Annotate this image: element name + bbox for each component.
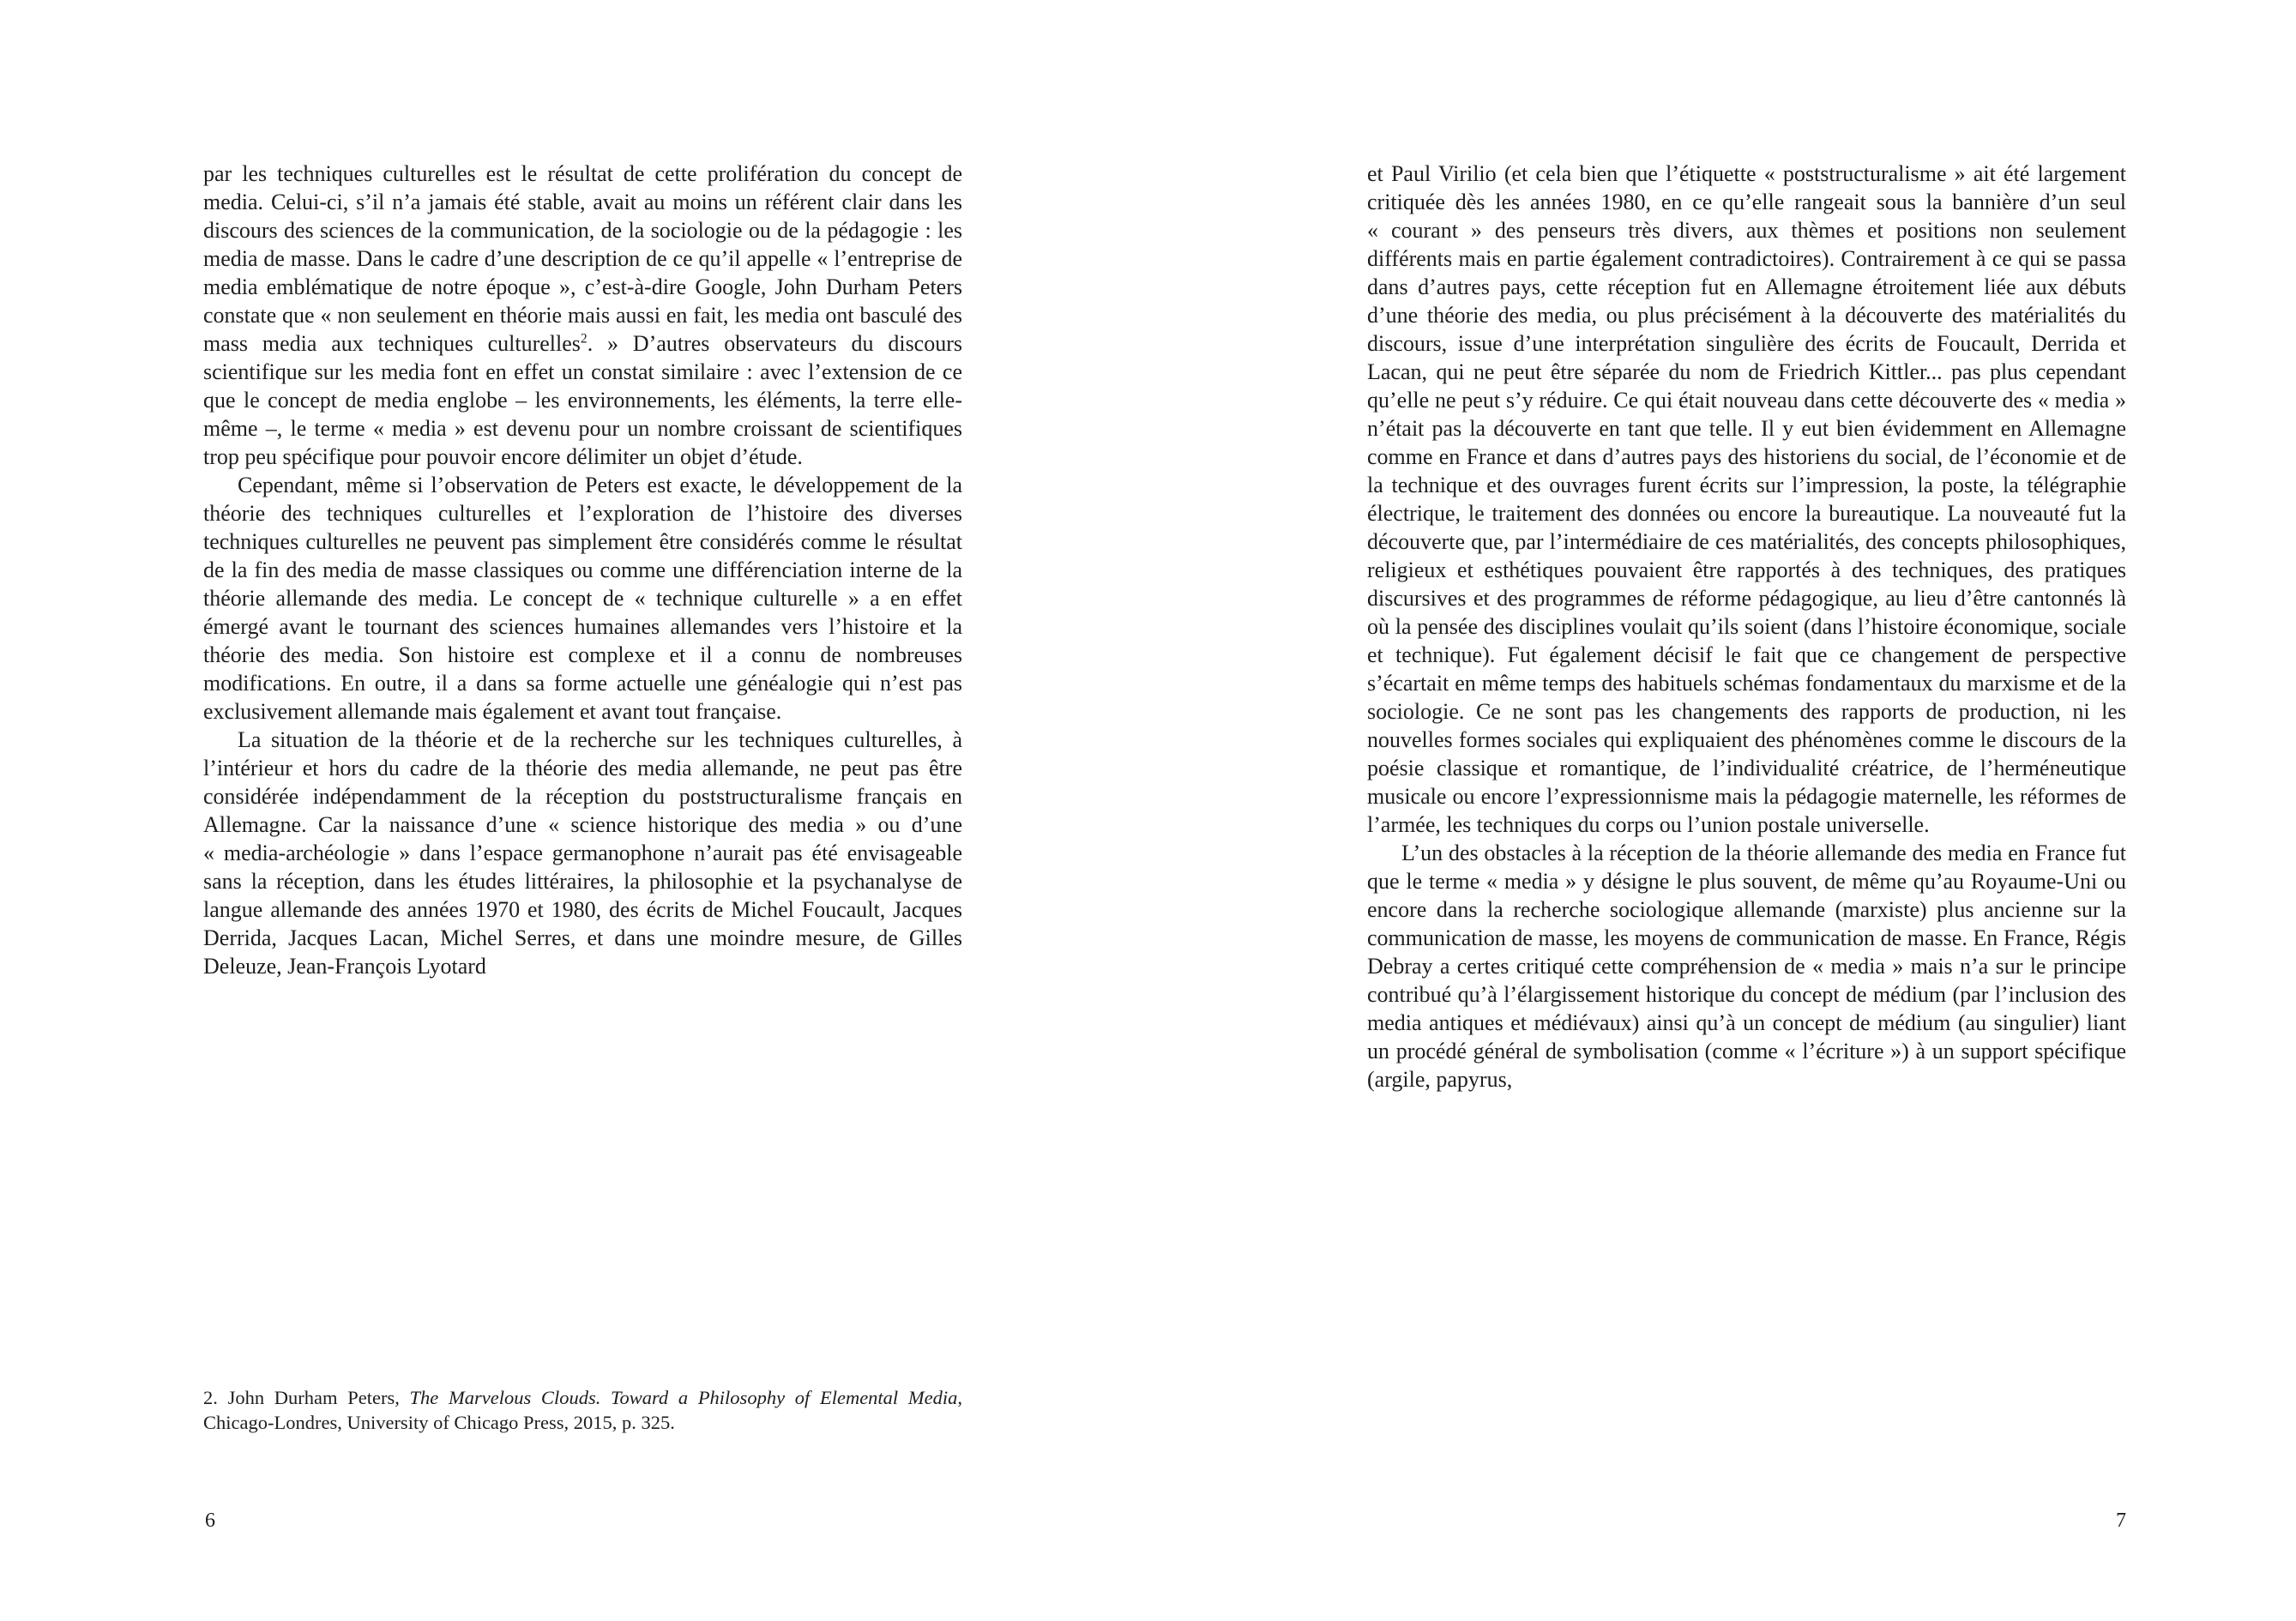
italic-text: The Marvelous Clouds. Toward a Philosophy of Elemental Media	[409, 1387, 958, 1408]
footnote	[203, 1385, 962, 1435]
page-number-left: 6	[205, 1510, 215, 1532]
page-number-right: 7	[2116, 1510, 2126, 1532]
paragraph	[1367, 160, 2126, 839]
text-run: , Chicago-Londres, University of Chicago Press, 2015, p. 325.	[203, 1387, 962, 1433]
text-run: 2. John Durham Peters,	[203, 1387, 410, 1408]
paragraph	[203, 160, 962, 471]
left-page-text	[203, 160, 962, 980]
paragraph	[203, 471, 962, 726]
paragraph	[1367, 839, 2126, 1094]
text-run: Cependant, même si l’observation de Peters est exacte, le développement de la théorie des techniques culturelles et l’exploration de l’histoire des diverses techniques culturelles ne peuvent pas simplement être considérés comme le résultat de la fin des media de masse classiques ou comme une différenciation interne de la théorie allemande des media. Le concept de « technique culturelle » a en effet émergé avant le tournant des sciences humaines allemandes vers l’histoire et la théorie des media. Son histoire est complexe et il a connu de nombreuses modifications. En outre, il a dans sa forme actuelle une généalogie qui n’est pas exclusivement allemande mais également et avant tout française.	[203, 473, 962, 724]
text-run: . » D’autres observateurs du discours scientifique sur les media font en effet un constat similaire : avec l’extension de ce que le concept de media englobe – les environnements, les éléments, la terre elle-même –, le terme « media » est devenu pour un nombre croissant de scientifiques trop peu spécifique pour pouvoir encore délimiter un objet d’étude.	[203, 331, 962, 469]
text-run: et Paul Virilio (et cela bien que l’étiquette « poststructuralisme » ait été largement critiquée dès les années 1980, en ce qu’elle rangeait sous la bannière d’un seul « courant » des penseurs très divers, aux thèmes et positions non seulement différents mais en partie également contradictoires). Contrairement à ce qui se passa dans d’autres pays, cette réception fut en Allemagne étroitement liée aux débuts d’une théorie des media, ou plus précisément à la découverte des matérialités du discours, issue d’une interprétation singulière des écrits de Foucault, Derrida et Lacan, qui ne peut être séparée du nom de Friedrich Kittler... pas plus cependant qu’elle ne peut s’y réduire. Ce qui était nouveau dans cette découverte des « media » n’était pas la découverte en tant que telle. Il y eut bien évidemment en Allemagne comme en France et dans d’autres pays des historiens du social, de l’économie et de la technique et des ouvrages furent écrits sur l’impression, la poste, la télégraphie électrique, le traitement des données ou encore la bureautique. La nouveauté fut la découverte que, par l’intermédiaire de ces matérialités, des concepts philosophiques, religieux et esthétiques pouvaient être rapportés à des techniques, des pratiques discursives et des programmes de réforme pédagogique, au lieu d’être cantonnés là où la pensée des disciplines voulait qu’ils soient (dans l’histoire économique, sociale et technique). Fut également décisif le fait que ce changement de perspective s’écartait en même temps des habituels schémas fondamentaux du marxisme et de la sociologie. Ce ne sont pas les changements des rapports de production, ni les nouvelles formes sociales qui expliquaient des phénomènes comme le discours de la poésie classique et romantique, de l’individualité créatrice, de l’herméneutique musicale ou encore l’expressionnisme mais la pédagogie maternelle, les réformes de l’armée, les techniques du corps ou l’union postale universelle.	[1367, 161, 2126, 837]
text-run: La situation de la théorie et de la recherche sur les techniques culturelles, à l’intérieur et hors du cadre de la théorie des media allemande, ne peut pas être considérée indépendamment de la réception du poststructuralisme français en Allemagne. Car la naissance d’une « science historique des media » ou d’une « media-archéologie » dans l’espace germanophone n’aurait pas été envisageable sans la réception, dans les études littéraires, la philosophie et la psychanalyse de langue allemande des années 1970 et 1980, des écrits de Michel Foucault, Jacques Derrida, Jacques Lacan, Michel Serres, et dans une moindre mesure, de Gilles Deleuze, Jean-François Lyotard	[203, 727, 962, 979]
footnote-reference: 2	[580, 331, 588, 346]
text-run: par les techniques culturelles est le résultat de cette prolifération du concept de media. Celui-ci, s’il n’a jamais été stable, avait au moins un référent clair dans les discours des sciences de la communication, de la sociologie ou de la pédagogie : les media de masse. Dans le cadre d’une description de ce qu’il appelle « l’entreprise de media emblématique de notre époque », c’est-à-dire Google, John Durham Peters constate que « non seulement en théorie mais aussi en fait, les media ont basculé des mass media aux techniques culturelles	[203, 161, 962, 356]
text-run: L’un des obstacles à la réception de la théorie allemande des media en France fut que le terme « media » y désigne le plus souvent, de même qu’au Royaume-Uni ou encore dans la recherche sociologique allemande (marxiste) plus ancienne sur la communication de masse, les moyens de communication de masse. En France, Régis Debray a certes critiqué cette compréhension de « media » mais n’a sur le principe contribué qu’à l’élargissement historique du concept de médium (par l’inclusion des media antiques et médiévaux) ainsi qu’à un concept de médium (au singulier) liant un procédé général de symbolisation (comme « l’écriture ») à un support spécifique (argile, papyrus,	[1367, 841, 2126, 1092]
right-page-text	[1367, 160, 2126, 1094]
page-right	[1148, 0, 2296, 1621]
paragraph	[203, 726, 962, 980]
